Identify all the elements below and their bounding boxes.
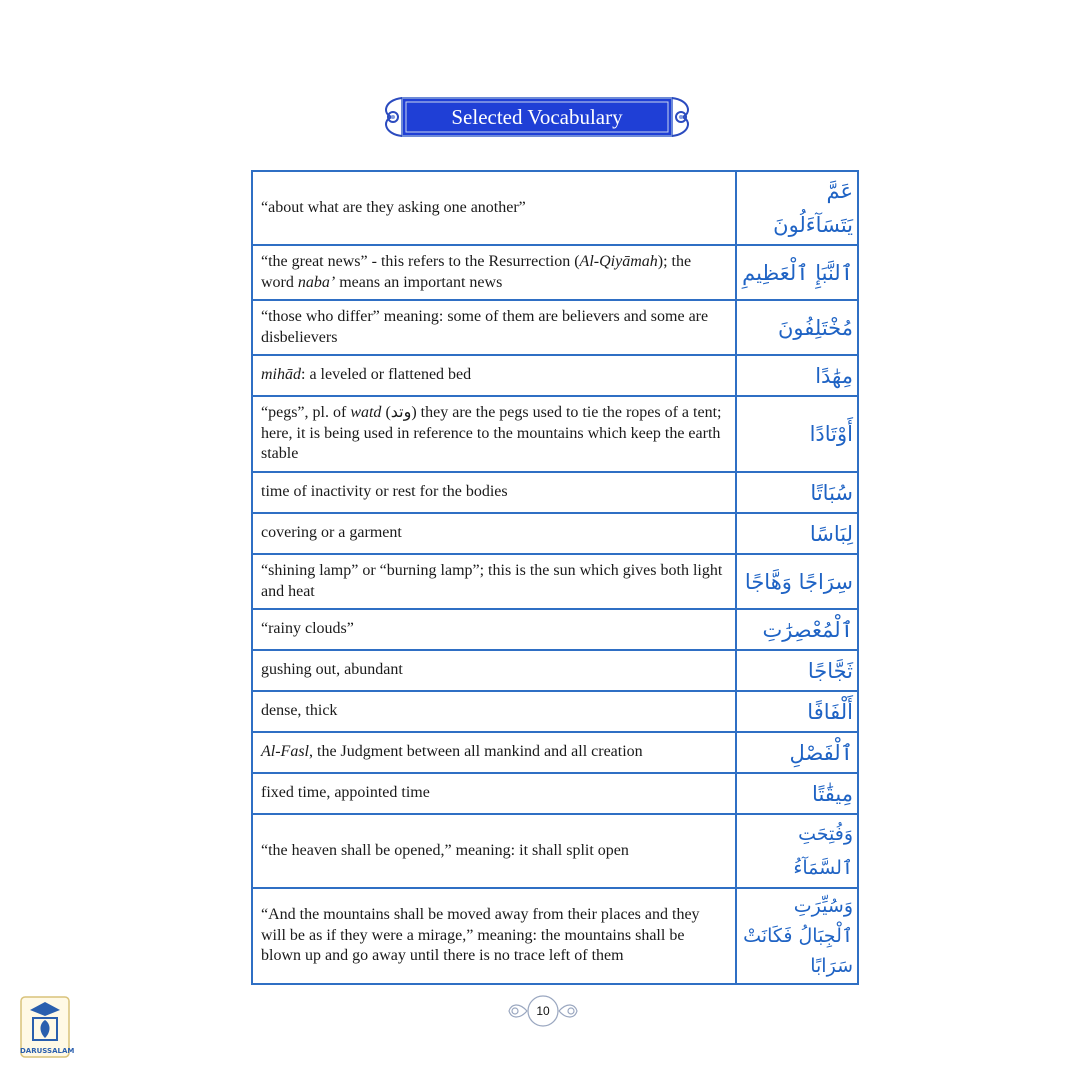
table-row: [252, 691, 858, 732]
table-row: [252, 554, 858, 609]
arabic-word: أَلْفَافًا: [736, 691, 858, 732]
vocabulary-table: [251, 170, 859, 985]
meaning-cell: gushing out, abundant: [252, 650, 736, 691]
meaning-cell: “rainy clouds”: [252, 609, 736, 650]
arabic-word: سُبَاتًا: [736, 472, 858, 513]
table-row: [252, 171, 858, 245]
meaning-cell: fixed time, appointed time: [252, 773, 736, 814]
meaning-cell: covering or a garment: [252, 513, 736, 554]
title-banner: [380, 94, 694, 140]
meaning-cell: dense, thick: [252, 691, 736, 732]
arabic-word: ثَجَّاجًا: [736, 650, 858, 691]
page-number-ornament: [505, 994, 581, 1030]
table-row: [252, 245, 858, 300]
table-row: [252, 732, 858, 773]
meaning-cell: time of inactivity or rest for the bodies: [252, 472, 736, 513]
meaning-cell: “the heaven shall be opened,” meaning: it shall split open: [252, 814, 736, 888]
meaning-cell: “And the mountains shall be moved away from their places and they will be as if they were a mirage,” meaning: the mountains shall be blown up and go away until there is no trace left of them: [252, 888, 736, 984]
meaning-cell: “shining lamp” or “burning lamp”; this is the sun which gives both light and heat: [252, 554, 736, 609]
darussalam-logo: [20, 996, 75, 1058]
arabic-word: وَسُيِّرَتِ ٱلْجِبَالُ فَكَانَتْ سَرَابًا: [736, 888, 858, 984]
table-row: [252, 472, 858, 513]
logo-text: DARUSSALAM: [20, 1047, 75, 1055]
table-row: [252, 814, 858, 888]
meaning-cell: “those who differ” meaning: some of them are believers and some are disbelievers: [252, 300, 736, 355]
meaning-cell: “the great news” - this refers to the Resurrection (Al-Qiyāmah); the word naba’ means an important news: [252, 245, 736, 300]
meaning-cell: Al-Fasl, the Judgment between all mankind and all creation: [252, 732, 736, 773]
table-row: [252, 513, 858, 554]
table-row: [252, 650, 858, 691]
arabic-word: لِبَاسًا: [736, 513, 858, 554]
arabic-word: وَفُتِحَتِ ٱلسَّمَآءُ: [736, 814, 858, 888]
table-row: [252, 355, 858, 396]
page-number: 10: [536, 1004, 550, 1018]
meaning-cell: “pegs”, pl. of watd (وتد) they are the pegs used to tie the ropes of a tent; here, it is being used in reference to the mountains which keep the earth stable: [252, 396, 736, 472]
arabic-word: ٱلْمُعْصِرَٰتِ: [736, 609, 858, 650]
arabic-word: عَمَّ يَتَسَآءَلُونَ: [736, 171, 858, 245]
table-row: [252, 609, 858, 650]
table-row: [252, 888, 858, 984]
arabic-word: ٱلنَّبَإِ ٱلْعَظِيمِ: [736, 245, 858, 300]
table-row: [252, 773, 858, 814]
arabic-word: مِيقَٰتًا: [736, 773, 858, 814]
meaning-cell: “about what are they asking one another”: [252, 171, 736, 245]
arabic-word: مُخْتَلِفُونَ: [736, 300, 858, 355]
table-row: [252, 300, 858, 355]
arabic-word: سِرَاجًا وَهَّاجًا: [736, 554, 858, 609]
arabic-word: ٱلْفَصْلِ: [736, 732, 858, 773]
arabic-word: مِهَٰدًا: [736, 355, 858, 396]
arabic-word: أَوْتَادًا: [736, 396, 858, 472]
table-row: [252, 396, 858, 472]
meaning-cell: mihād: a leveled or flattened bed: [252, 355, 736, 396]
page-title: Selected Vocabulary: [451, 105, 623, 129]
